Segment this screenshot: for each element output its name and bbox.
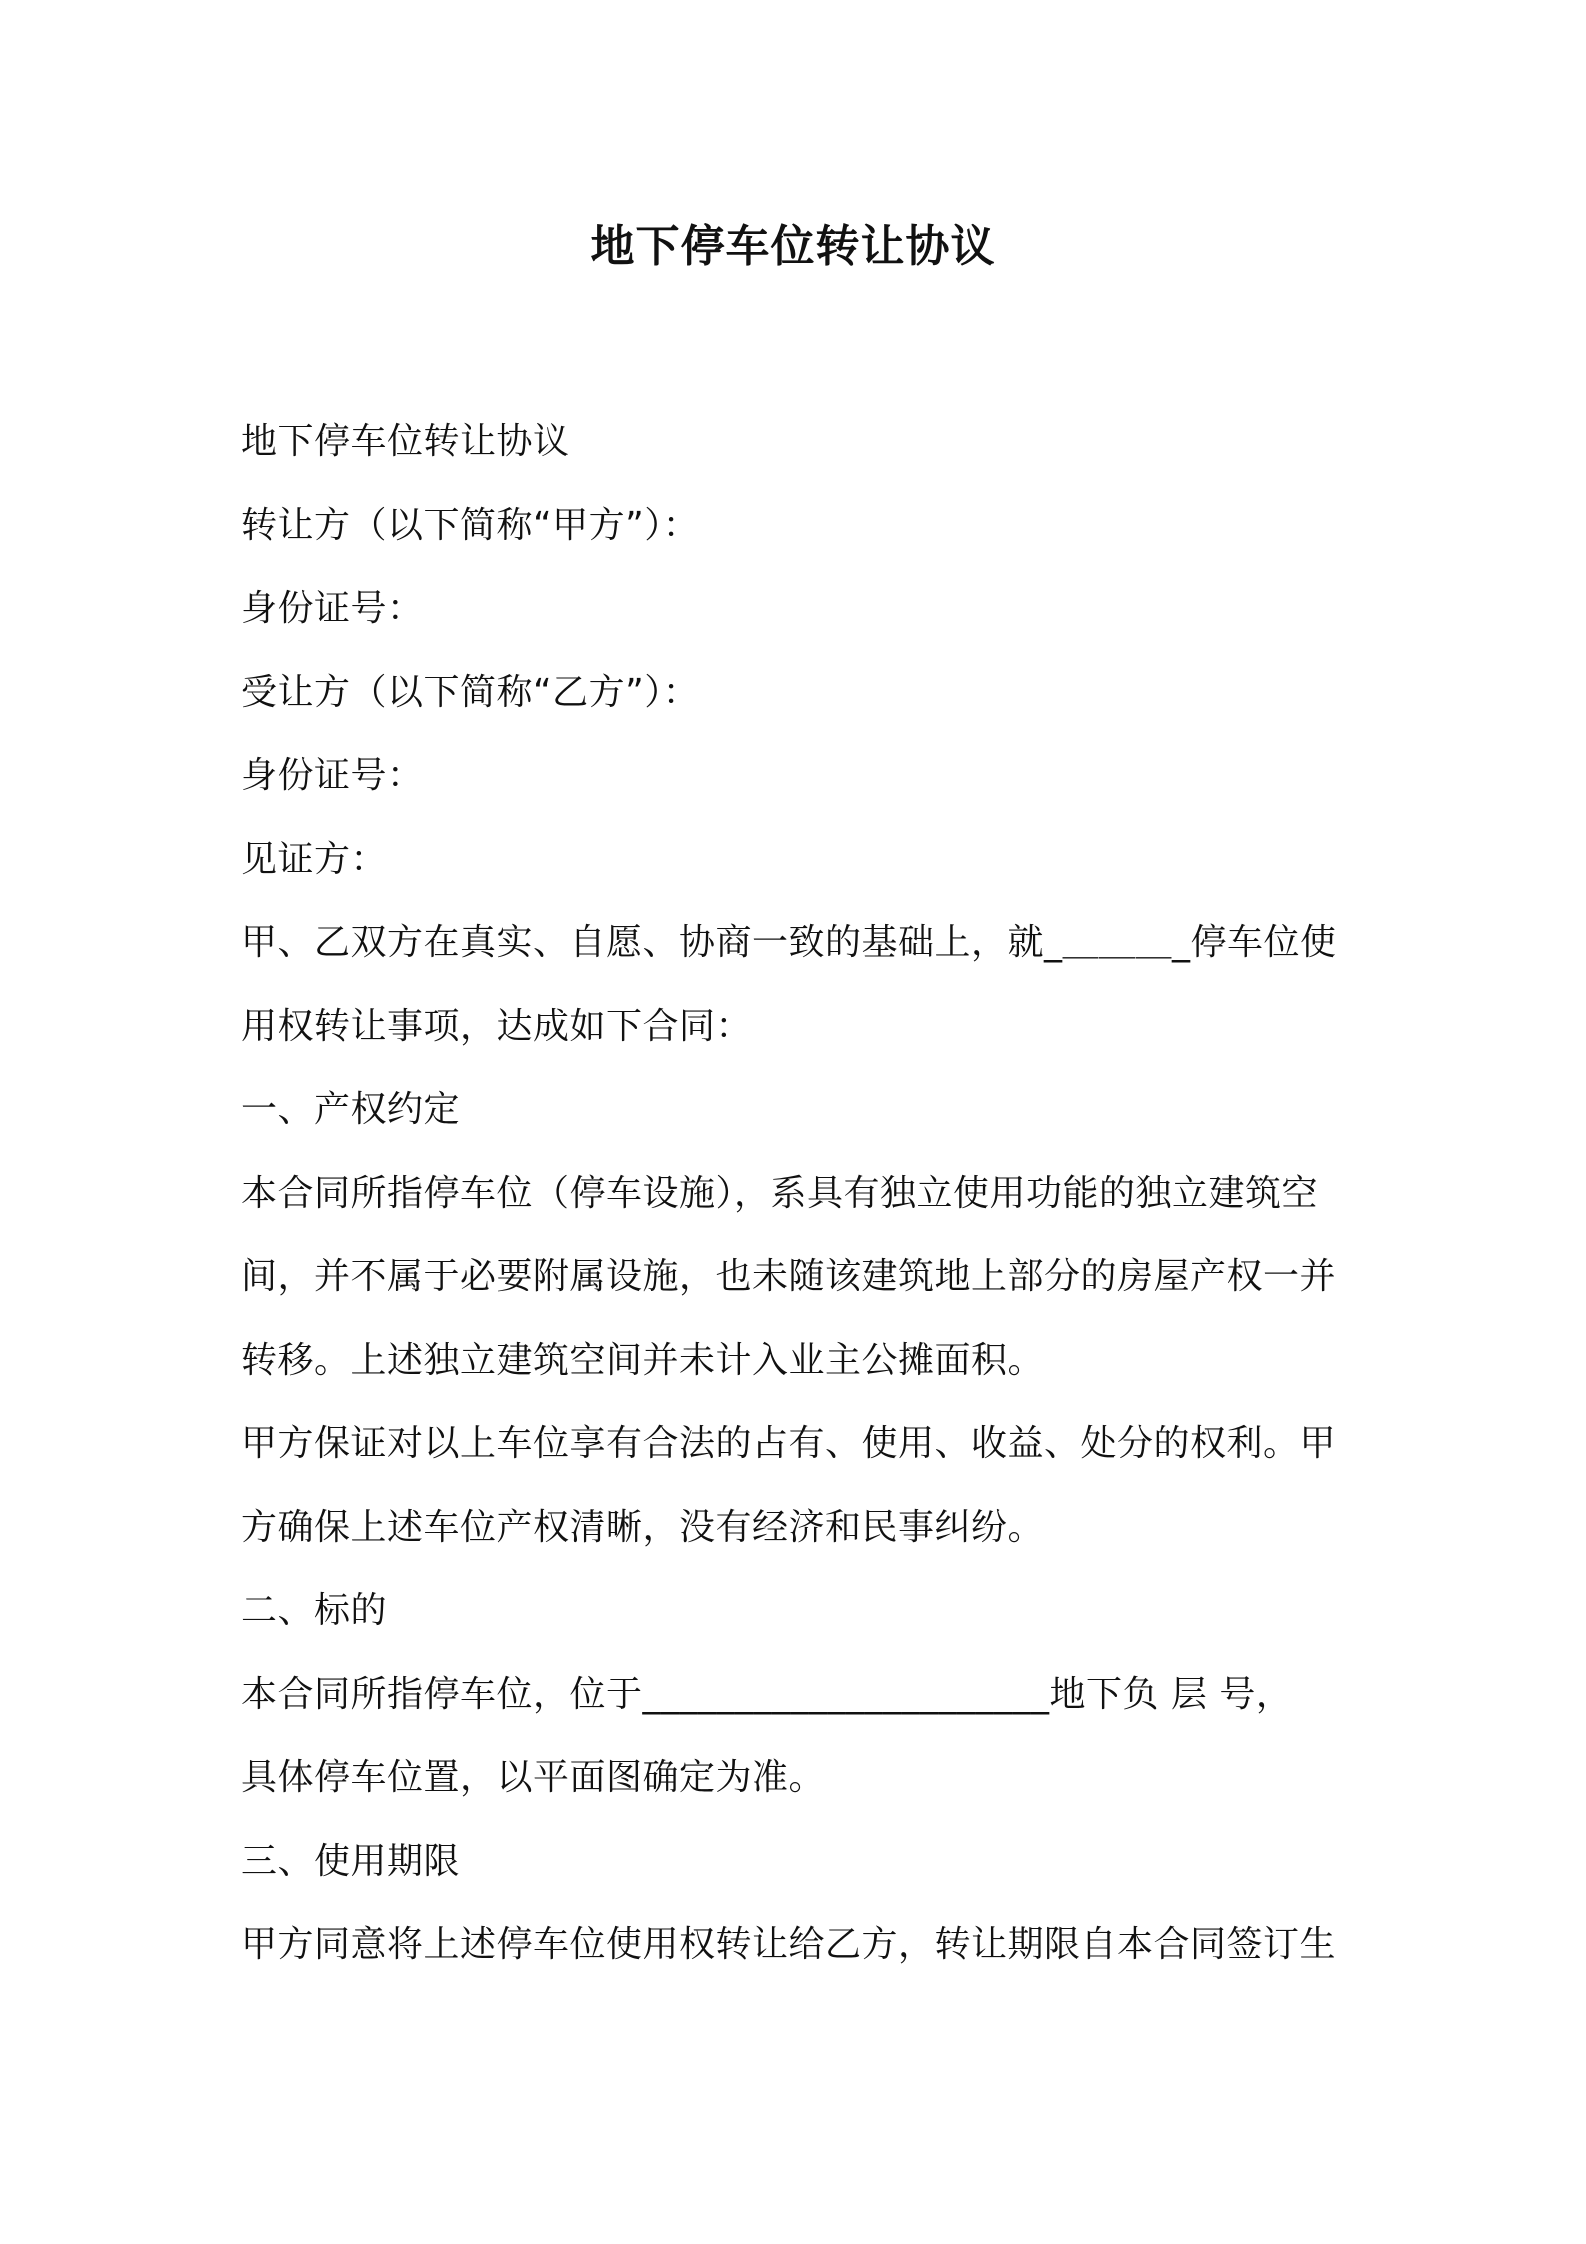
section-heading-ownership: 一、产权约定 [241, 1089, 461, 1130]
section-heading-subject: 二、标的 [241, 1590, 388, 1631]
body-line-ownership-3: 转移。上述独立建筑空间并未计入业主公摊面积。 [241, 1339, 1045, 1381]
body-line-ownership-5: 方确保上述车位产权清晰，没有经济和民事纠纷。 [241, 1506, 1045, 1548]
body-line-subject-1: 本合同所指停车位，位于______________________地下负 层 号， [241, 1673, 1293, 1715]
body-line-preamble-2: 用权转让事项，达成如下合同： [241, 1005, 753, 1047]
body-line-heading: 地下停车位转让协议 [241, 421, 570, 462]
body-line-transferee-id: 身份证号： [241, 755, 424, 796]
body-line-ownership-1: 本合同所指停车位（停车设施），系具有独立使用功能的独立建筑空 [241, 1172, 1319, 1214]
document-body [241, 400, 1361, 1987]
section-heading-term: 三、使用期限 [241, 1840, 461, 1882]
body-line-ownership-2: 间，并不属于必要附属设施，也未随该建筑地上部分的房屋产权一并 [241, 1256, 1337, 1297]
body-line-transferor-id: 身份证号： [241, 588, 424, 629]
body-line-term-1: 甲方同意将上述停车位使用权转让给乙方，转让期限自本合同签订生 [241, 1924, 1337, 1965]
body-line-preamble-1: 甲、乙双方在真实、自愿、协商一致的基础上，就_＿＿＿_停车位使 [241, 922, 1337, 963]
body-line-witness: 见证方： [241, 838, 388, 880]
document-title: 地下停车位转让协议 [590, 221, 996, 272]
body-line-ownership-4: 甲方保证对以上车位享有合法的占有、使用、收益、处分的权利。甲 [241, 1423, 1337, 1464]
body-line-transferee: 受让方（以下简称“乙方”）： [241, 671, 700, 713]
body-line-transferor: 转让方（以下简称“甲方”）： [241, 504, 700, 546]
body-line-subject-2: 具体停车位置，以平面图确定为准。 [241, 1757, 826, 1798]
